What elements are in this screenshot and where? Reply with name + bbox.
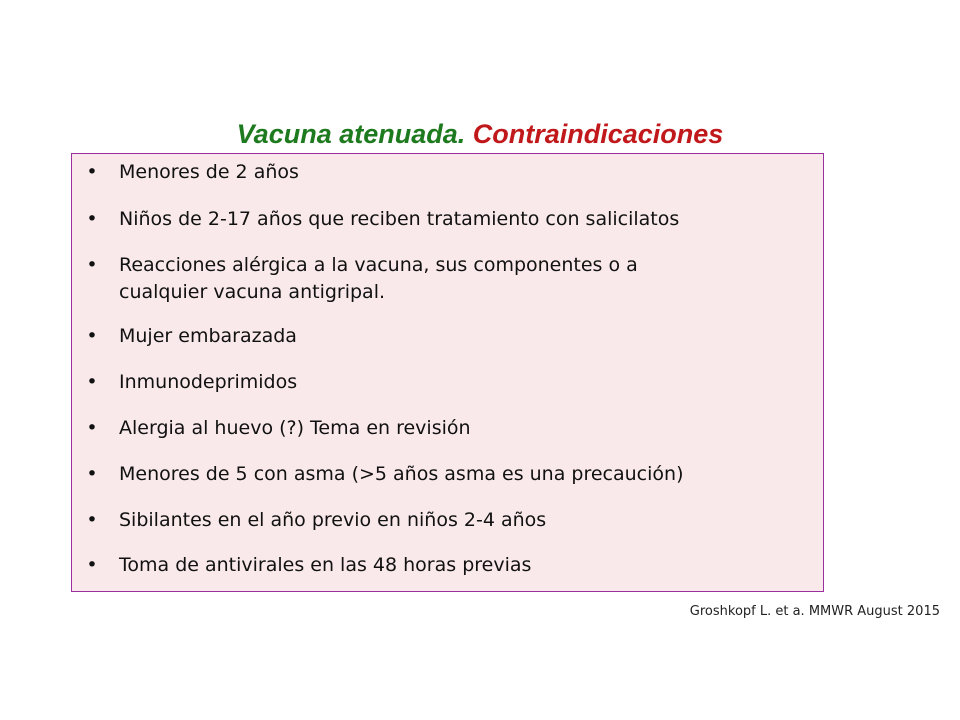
bullet-icon: • xyxy=(86,371,98,393)
bullet-icon: • xyxy=(86,254,98,276)
citation: Groshkopf L. et a. MMWR August 2015 xyxy=(689,604,940,619)
bullet-icon: • xyxy=(86,554,98,576)
list-item-text: Mujer embarazada xyxy=(119,325,297,347)
list-item-text: Menores de 2 años xyxy=(119,161,299,183)
list-item-text: Alergia al huevo (?) Tema en revisión xyxy=(119,417,471,439)
bullet-icon: • xyxy=(86,208,98,230)
list-item-text: Menores de 5 con asma (>5 años asma es una precaución) xyxy=(119,463,684,485)
slide-title xyxy=(0,116,960,152)
contraindications-box xyxy=(71,153,824,592)
list-item-text: Niños de 2-17 años que reciben tratamiento con salicilatos xyxy=(119,208,680,230)
list-item-text-continuation: cualquier vacuna antigripal. xyxy=(119,281,386,303)
bullet-icon: • xyxy=(86,509,98,531)
list-item-text: Reacciones alérgica a la vacuna, sus componentes o a xyxy=(119,254,638,276)
list-item-text: Inmunodeprimidos xyxy=(119,371,298,393)
bullet-icon: • xyxy=(86,417,98,439)
list-item-text: Sibilantes en el año previo en niños 2-4 años xyxy=(119,509,547,531)
slide-title-part1: Vacuna atenuada. xyxy=(236,119,466,149)
bullet-icon: • xyxy=(86,463,98,485)
list-item xyxy=(72,251,812,307)
list-item-text: Toma de antivirales en las 48 horas previas xyxy=(119,554,532,576)
slide-title-part2: Contraindicaciones xyxy=(472,119,724,149)
bullet-icon: • xyxy=(86,161,98,183)
bullet-icon: • xyxy=(86,325,98,347)
